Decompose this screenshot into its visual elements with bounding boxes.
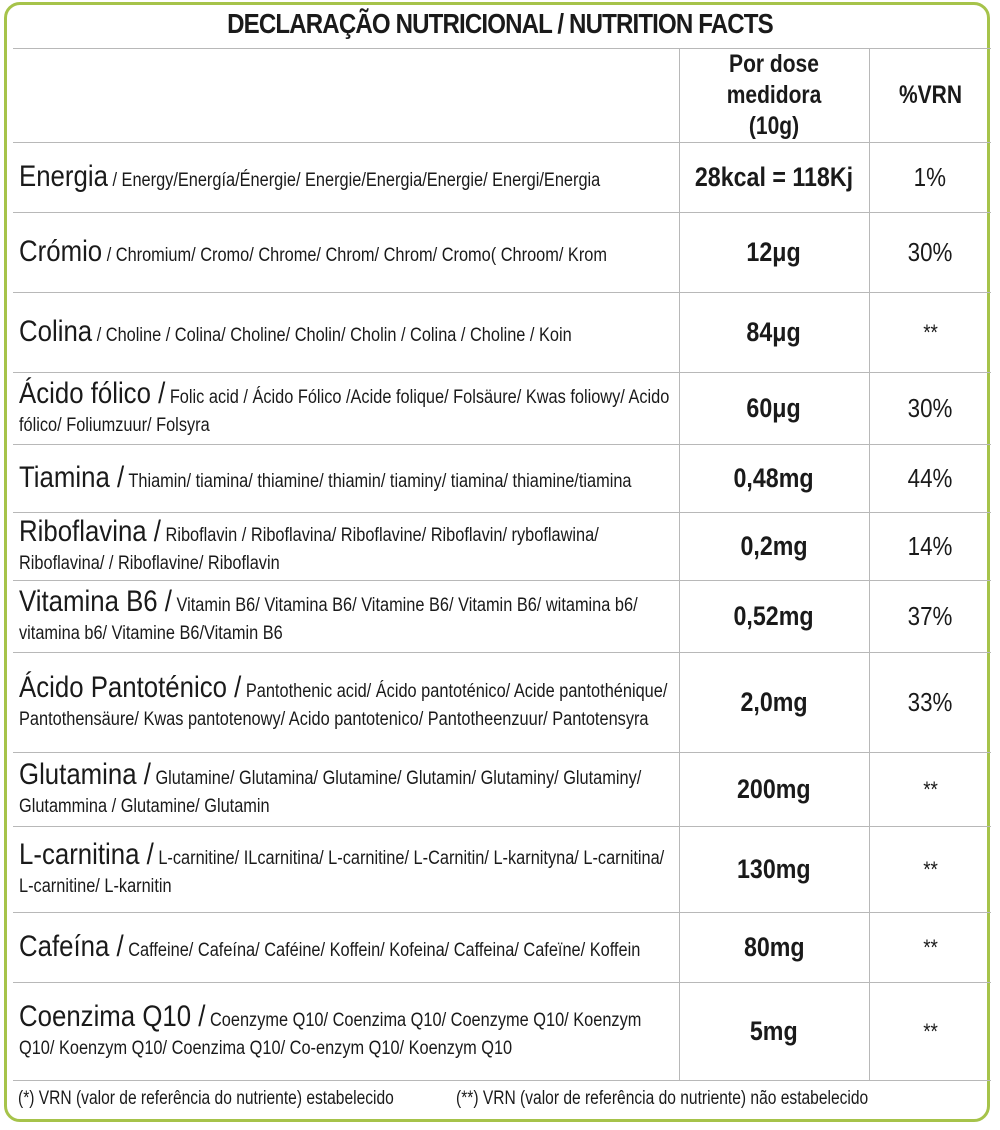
nutrient-translations: Riboflavin / Riboflavina/ Riboflavine/ Riboflavin/ ryboflawina/ Riboflavina/ / Riboflavine/ Riboflavin: [19, 525, 599, 574]
nutrient-translations: / Choline / Colina/ Choline/ Cholin/ Cholin / Colina / Choline / Koin: [92, 325, 572, 346]
nutrient-vrn: **: [869, 827, 991, 913]
nutrient-name: [13, 653, 679, 753]
nutrient-main-name: Ácido fólico /: [19, 377, 166, 410]
nutrient-vrn: 14%: [869, 513, 991, 581]
table-row: [13, 753, 991, 827]
nutrient-translations: Pantothenic acid/ Ácido pantoténico/ Acide pantothénique/ Pantothensäure/ Kwas pantotenowy/ Acido pantotenico/ Pantotheenzuur/ Pantotensyra: [19, 681, 668, 730]
nutrient-main-name: Ácido Pantoténico /: [19, 671, 242, 704]
nutrient-vrn: 33%: [869, 653, 991, 753]
nutrient-name: [13, 581, 679, 653]
nutrient-main-name: Energia: [19, 160, 108, 193]
nutrient-main-name: Crómio: [19, 235, 103, 268]
footnote-established: (*) VRN (valor de referência do nutriente) estabelecido: [18, 1088, 394, 1109]
nutrient-translations: Thiamin/ tiamina/ thiamine/ thiamin/ tiaminy/ tiamina/ thiamine/tiamina: [124, 471, 632, 492]
nutrient-name: [13, 143, 679, 213]
table-row: [13, 983, 991, 1081]
footnotes: [18, 1086, 978, 1112]
nutrient-vrn: 1%: [869, 143, 991, 213]
table-row: [13, 373, 991, 445]
header-vrn: %VRN: [869, 49, 991, 143]
nutrient-translations: / Chromium/ Cromo/ Chrome/ Chrom/ Chrom/ Cromo( Chroom/ Krom: [102, 245, 607, 266]
nutrient-main-name: Riboflavina /: [19, 515, 161, 548]
nutrient-translations: Glutamine/ Glutamina/ Glutamine/ Glutamin/ Glutaminy/ Glutaminy/ Glutammina / Glutamine/ Glutamin: [19, 768, 642, 817]
nutrient-translations: Coenzyme Q10/ Coenzima Q10/ Coenzyme Q10/ Koenzym Q10/ Koenzym Q10/ Coenzima Q10/ Co-enzym Q10/ Koenzym Q10: [19, 1010, 642, 1059]
nutrient-vrn: 30%: [869, 373, 991, 445]
nutrient-main-name: Glutamina /: [19, 758, 151, 791]
nutrient-value: 130mg: [679, 827, 869, 913]
nutrient-value: 0,48mg: [679, 445, 869, 513]
nutrient-main-name: Tiamina /: [19, 461, 125, 494]
nutrient-vrn: 44%: [869, 445, 991, 513]
nutrient-name: [13, 753, 679, 827]
nutrient-name: [13, 983, 679, 1081]
nutrient-name: [13, 827, 679, 913]
nutrient-value: 60μg: [679, 373, 869, 445]
nutrient-main-name: Colina: [19, 315, 93, 348]
nutrient-main-name: L-carnitina /: [19, 838, 154, 871]
nutrient-value: 84μg: [679, 293, 869, 373]
table-row: [13, 913, 991, 983]
nutrient-name: [13, 373, 679, 445]
nutrient-translations: / Energy/Energía/Énergie/ Energie/Energia/Energie/ Energi/Energia: [107, 170, 601, 191]
nutrient-value: 0,52mg: [679, 581, 869, 653]
table-row: [13, 293, 991, 373]
nutrient-main-name: Cafeína /: [19, 930, 124, 963]
nutrient-vrn: **: [869, 983, 991, 1081]
nutrient-main-name: Coenzima Q10 /: [19, 1000, 206, 1033]
table-row: [13, 213, 991, 293]
nutrient-name: [13, 445, 679, 513]
nutrient-translations: L-carnitine/ ILcarnitina/ L-carnitine/ L-Carnitin/ L-karnityna/ L-carnitina/ L-carnitine/ L-karnitin: [19, 848, 665, 897]
table-row: [13, 143, 991, 213]
nutrient-translations: Folic acid / Ácido Fólico /Acide folique/ Folsäure/ Kwas foliowy/ Acido fólico/ Foliumzuur/ Folsyra: [19, 387, 670, 436]
footnote-not-established: (**) VRN (valor de referência do nutriente) não estabelecido: [456, 1088, 869, 1109]
nutrient-value: 0,2mg: [679, 513, 869, 581]
table-header-row: [13, 49, 991, 143]
nutrient-translations: Caffeine/ Cafeína/ Caféine/ Koffein/ Kofeina/ Caffeina/ Cafeïne/ Koffein: [123, 940, 641, 961]
table-row: [13, 827, 991, 913]
nutrient-vrn: **: [869, 293, 991, 373]
nutrition-table: [13, 48, 991, 1081]
nutrient-value: 12μg: [679, 213, 869, 293]
table-row: [13, 513, 991, 581]
nutrient-value: 80mg: [679, 913, 869, 983]
nutrient-value: 5mg: [679, 983, 869, 1081]
nutrient-value: 2,0mg: [679, 653, 869, 753]
nutrient-name: [13, 213, 679, 293]
nutrient-main-name: Vitamina B6 /: [19, 585, 172, 618]
nutrient-translations: Vitamin B6/ Vitamina B6/ Vitamine B6/ Vitamin B6/ witamina b6/ vitamina b6/ Vitamine B6/Vitamin B6: [19, 595, 638, 644]
table-row: [13, 445, 991, 513]
nutrient-name: [13, 913, 679, 983]
nutrient-vrn: **: [869, 913, 991, 983]
header-per-dose: Por dose medidora (10g): [679, 49, 869, 143]
nutrient-name: [13, 293, 679, 373]
table-row: [13, 581, 991, 653]
table-row: [13, 653, 991, 753]
nutrient-name: [13, 513, 679, 581]
nutrient-value: 200mg: [679, 753, 869, 827]
page-title: DECLARAÇÃO NUTRICIONAL / NUTRITION FACTS: [227, 8, 773, 39]
header-nutrient: [13, 49, 679, 143]
nutrient-vrn: 37%: [869, 581, 991, 653]
nutrient-vrn: 30%: [869, 213, 991, 293]
nutrient-value: 28kcal = 118Kj: [679, 143, 869, 213]
nutrient-vrn: **: [869, 753, 991, 827]
